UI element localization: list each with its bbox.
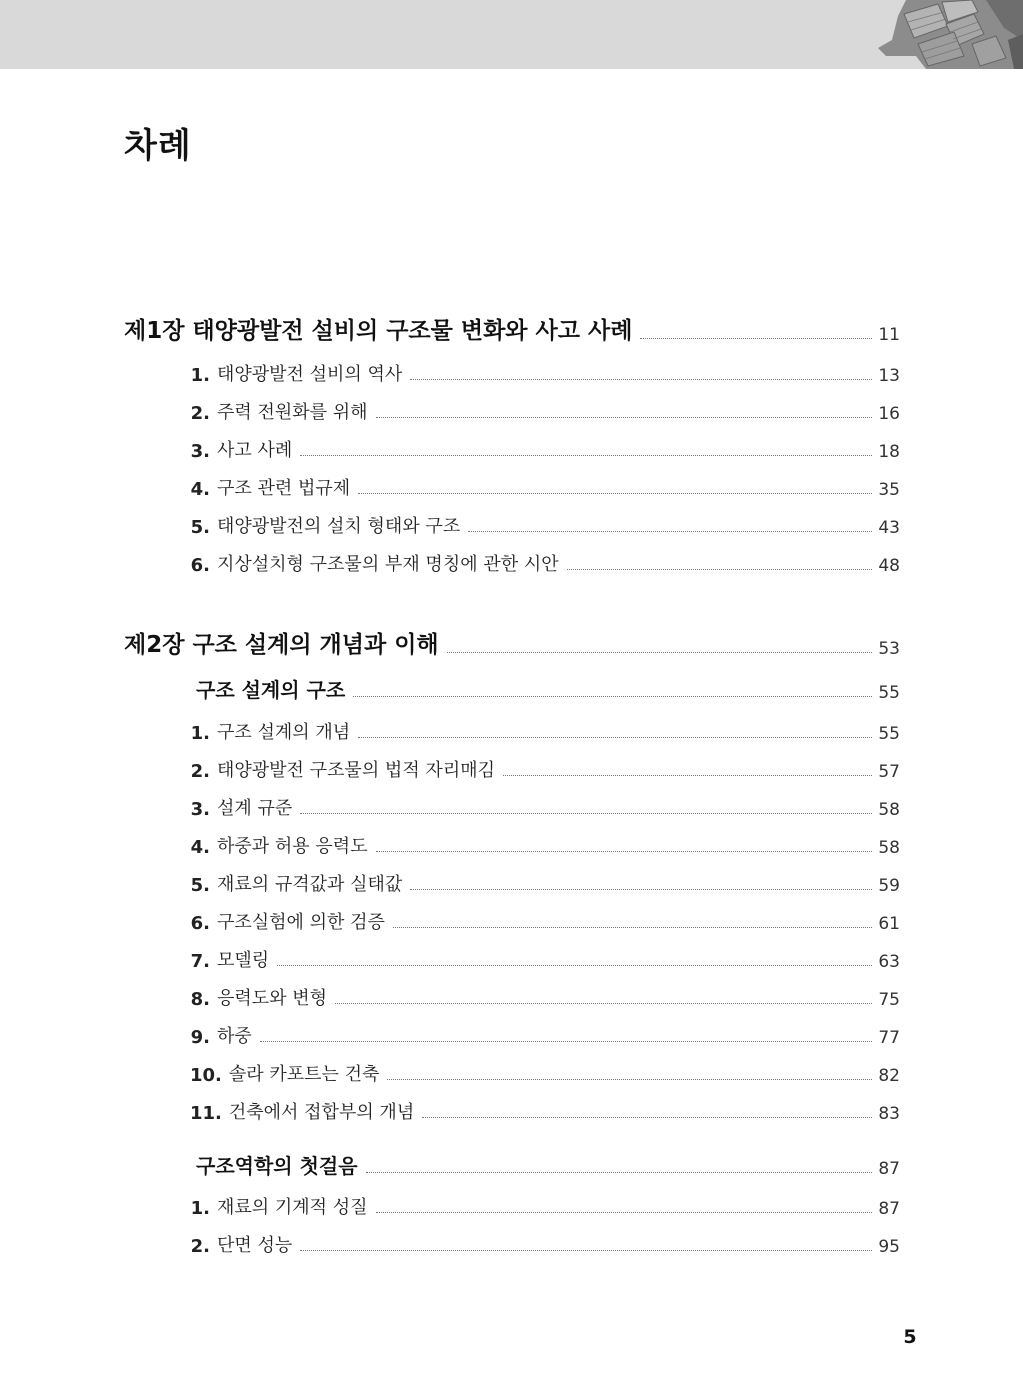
page-ref: 82 (878, 1066, 900, 1086)
page-ref: 63 (878, 952, 900, 972)
page-ref: 58 (878, 838, 900, 858)
dot-leader (387, 1078, 872, 1080)
item-number: 1. (190, 1198, 210, 1219)
dot-leader (358, 736, 872, 738)
item-title: 단면 성능 (217, 1235, 293, 1256)
toc-item[interactable] (190, 1060, 900, 1086)
dot-leader (335, 1002, 872, 1004)
item-number: 4. (190, 479, 210, 500)
item-number: 2. (190, 403, 210, 424)
page-ref: 35 (878, 480, 900, 500)
dot-leader (640, 337, 872, 339)
item-number: 5. (190, 875, 210, 896)
item-title: 태양광발전 구조물의 법적 자리매김 (217, 760, 495, 781)
toc-item[interactable] (190, 550, 900, 576)
item-title: 태양광발전 설비의 역사 (217, 364, 403, 385)
toc-item[interactable] (190, 1022, 900, 1048)
item-number: 10. (190, 1065, 222, 1086)
item-title: 건축에서 접합부의 개념 (228, 1102, 415, 1123)
page-ref: 55 (878, 724, 900, 744)
dot-leader (468, 530, 872, 532)
dot-leader (376, 850, 873, 852)
dot-leader (366, 1171, 873, 1173)
page-number: 5 (903, 1326, 917, 1348)
item-title: 태양광발전의 설치 형태와 구조 (217, 516, 461, 537)
page-ref: 55 (878, 683, 900, 703)
toc-item[interactable] (190, 832, 900, 858)
toc-item[interactable] (190, 474, 900, 500)
page-ref: 87 (878, 1199, 900, 1219)
item-number: 2. (190, 761, 210, 782)
item-title: 하중 (217, 1026, 252, 1047)
page-ref: 87 (878, 1159, 900, 1179)
item-title: 재료의 규격값과 실태값 (217, 874, 403, 895)
toc-item[interactable] (190, 984, 900, 1010)
page-ref: 53 (878, 639, 900, 659)
dot-leader (410, 378, 872, 380)
dot-leader (376, 416, 873, 418)
page-ref: 57 (878, 762, 900, 782)
item-number: 6. (190, 555, 210, 576)
dot-leader (358, 492, 872, 494)
item-number: 1. (190, 723, 210, 744)
page-ref: 59 (878, 876, 900, 896)
page-ref: 18 (878, 442, 900, 462)
section-title: 구조역학의 첫걸음 (196, 1154, 358, 1178)
toc-item[interactable] (190, 870, 900, 896)
chapter-title: 제1장 태양광발전 설비의 구조물 변화와 사고 사례 (124, 318, 633, 344)
dot-leader (393, 926, 872, 928)
page-ref: 43 (878, 518, 900, 538)
toc-chapter-2[interactable] (124, 626, 900, 659)
item-number: 7. (190, 951, 210, 972)
toc-item[interactable] (190, 1098, 900, 1124)
page-ref: 83 (878, 1104, 900, 1124)
item-number: 2. (190, 1236, 210, 1257)
toc-item[interactable] (190, 398, 900, 424)
dot-leader (300, 454, 872, 456)
dot-leader (410, 888, 872, 890)
page-ref: 75 (878, 990, 900, 1010)
item-title: 재료의 기계적 성질 (217, 1197, 368, 1218)
dot-leader (447, 651, 873, 653)
toc-item[interactable] (190, 1231, 900, 1257)
toc-chapter-1[interactable] (124, 312, 900, 345)
item-number: 1. (190, 365, 210, 386)
dot-leader (260, 1040, 873, 1042)
item-number: 8. (190, 989, 210, 1010)
item-number: 11. (190, 1103, 222, 1124)
dot-leader (300, 1249, 872, 1251)
item-title: 주력 전원화를 위해 (217, 402, 368, 423)
dot-leader (567, 568, 873, 570)
page-ref: 77 (878, 1028, 900, 1048)
section-title: 구조 설계의 구조 (196, 678, 346, 702)
toc-item[interactable] (190, 794, 900, 820)
toc-item[interactable] (190, 360, 900, 386)
item-title: 지상설치형 구조물의 부재 명칭에 관한 시안 (217, 554, 559, 575)
item-title: 구조실험에 의한 검증 (217, 912, 385, 933)
page-ref: 13 (878, 366, 900, 386)
dot-leader (503, 774, 872, 776)
item-number: 5. (190, 517, 210, 538)
toc-section-1[interactable] (196, 674, 900, 703)
dot-leader (353, 695, 872, 697)
page-ref: 95 (878, 1237, 900, 1257)
item-number: 3. (190, 441, 210, 462)
item-title: 구조 설계의 개념 (217, 722, 351, 743)
page-ref: 16 (878, 404, 900, 424)
toc-item[interactable] (190, 908, 900, 934)
chapter-title: 제2장 구조 설계의 개념과 이해 (124, 632, 439, 658)
dot-leader (376, 1211, 873, 1213)
item-title: 구조 관련 법규제 (217, 478, 351, 499)
toc-item[interactable] (190, 512, 900, 538)
item-number: 6. (190, 913, 210, 934)
item-number: 3. (190, 799, 210, 820)
item-title: 응력도와 변형 (217, 988, 328, 1009)
item-title: 모델링 (217, 950, 270, 971)
page-title: 차례 (124, 126, 192, 166)
dot-leader (422, 1116, 872, 1118)
toc-item[interactable] (190, 756, 900, 782)
toc-item[interactable] (190, 1193, 900, 1219)
item-number: 4. (190, 837, 210, 858)
item-number: 9. (190, 1027, 210, 1048)
page-ref: 48 (878, 556, 900, 576)
page-ref: 61 (878, 914, 900, 934)
item-title: 솔라 카포트는 건축 (228, 1064, 380, 1085)
dot-leader (300, 812, 872, 814)
toc-item[interactable] (190, 436, 900, 462)
dot-leader (277, 964, 872, 966)
page-ref: 11 (878, 325, 900, 345)
toc-section-2[interactable] (196, 1150, 900, 1179)
item-title: 하중과 허용 응력도 (217, 836, 368, 857)
toc-item[interactable] (190, 718, 900, 744)
item-title: 설계 규준 (217, 798, 293, 819)
item-title: 사고 사례 (217, 440, 293, 461)
page-ref: 58 (878, 800, 900, 820)
toc-item[interactable] (190, 946, 900, 972)
